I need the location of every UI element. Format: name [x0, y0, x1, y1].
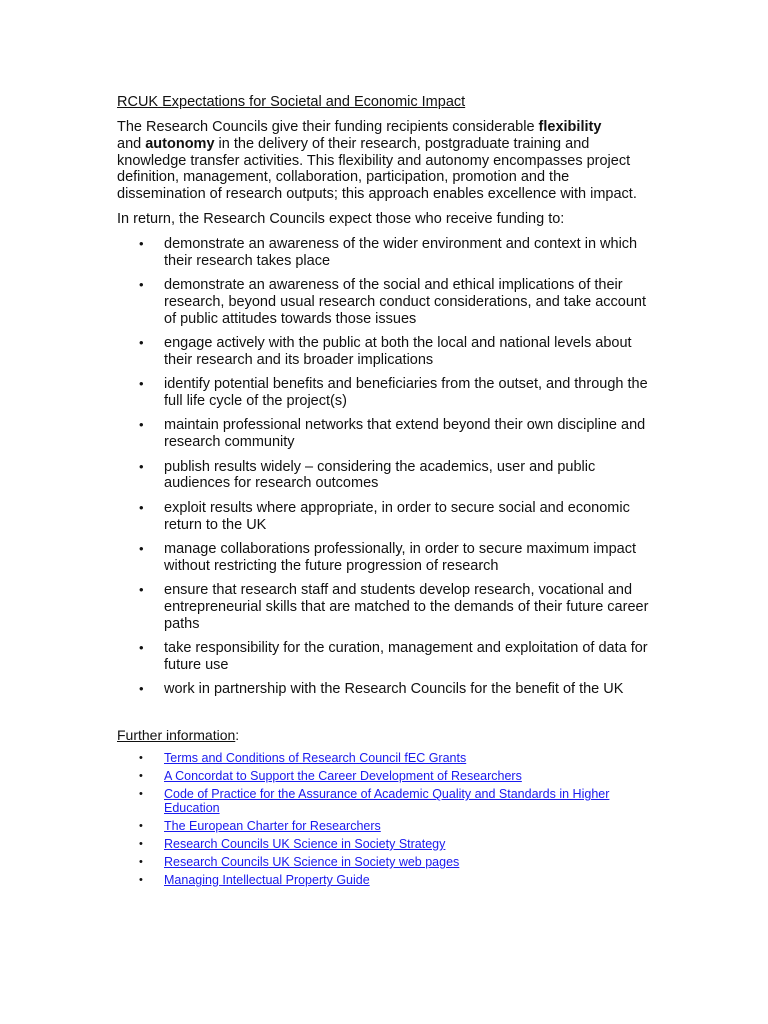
expectation-item: [117, 417, 657, 451]
bullet-icon: •: [139, 499, 144, 515]
further-info-link[interactable]: Code of Practice for the Assurance of Academic Quality and Standards in Higher Education: [164, 787, 610, 815]
expectation-item: [117, 459, 657, 493]
expectation-text: engage actively with the public at both the local and national levels about their research and its broader implications: [164, 334, 632, 368]
intro-text-2: and: [117, 135, 146, 152]
bullet-icon: •: [139, 837, 143, 850]
bullet-icon: •: [139, 788, 143, 801]
expectation-text: publish results widely – considering the academics, user and public audiences for research outcomes: [164, 458, 596, 492]
bullet-icon: •: [139, 856, 143, 869]
further-information-label: [117, 727, 657, 744]
bullet-icon: •: [139, 458, 144, 474]
further-info-link[interactable]: Managing Intellectual Property Guide: [164, 873, 370, 888]
link-item: [117, 856, 657, 870]
expectation-item: [117, 500, 657, 534]
bullet-icon: •: [139, 874, 143, 887]
further-information-colon: :: [235, 727, 240, 744]
bullet-icon: •: [139, 640, 144, 656]
intro-text-1: The Research Councils give their funding recipients considerable: [117, 119, 539, 135]
expectation-item: [117, 376, 657, 410]
further-info-link[interactable]: The European Charter for Researchers: [164, 818, 381, 833]
bullet-icon: •: [139, 540, 144, 556]
bullet-icon: •: [139, 417, 144, 433]
expectation-text: ensure that research staff and students develop research, vocational and entrepreneurial skills that are matched to the demands of their future career paths: [164, 582, 649, 632]
expectation-item: [117, 681, 657, 698]
expectations-list: [117, 236, 657, 698]
expectation-text: demonstrate an awareness of the wider environment and context in which their research takes place: [164, 235, 638, 269]
intro-bold-flexibility: flexibility: [538, 119, 602, 135]
expectation-item: [117, 277, 657, 327]
expectation-text: identify potential benefits and beneficiaries from the outset, and through the full life cycle of the project(s): [164, 376, 648, 409]
bullet-icon: •: [139, 334, 144, 350]
expectation-item: [117, 236, 657, 270]
further-info-link[interactable]: Research Councils UK Science in Society web pages: [164, 855, 460, 870]
page-title: RCUK Expectations for Societal and Economic Impact: [117, 94, 466, 110]
link-item: [117, 770, 657, 784]
return-paragraph: In return, the Research Councils expect those who receive funding to:: [117, 210, 565, 227]
bullet-icon: •: [139, 276, 144, 292]
expectation-text: maintain professional networks that extend beyond their own discipline and research community: [164, 417, 646, 451]
link-item: [117, 820, 657, 834]
bullet-icon: •: [139, 819, 143, 832]
further-info-link[interactable]: Terms and Conditions of Research Council fEC Grants: [164, 751, 467, 766]
link-item: [117, 838, 657, 852]
expectation-text: manage collaborations professionally, in order to secure maximum impact without restricting the future progression of research: [164, 540, 637, 574]
link-item: [117, 752, 657, 766]
expectation-item: [117, 640, 657, 674]
expectation-item: [117, 582, 657, 632]
further-info-link[interactable]: Research Councils UK Science in Society Strategy: [164, 836, 446, 851]
bullet-icon: •: [139, 376, 144, 392]
expectation-text: take responsibility for the curation, management and exploitation of data for future use: [164, 640, 648, 673]
intro-bold-autonomy: autonomy: [145, 135, 215, 152]
link-item: [117, 788, 657, 815]
link-item: [117, 874, 657, 888]
bullet-icon: •: [139, 752, 143, 765]
expectation-item: [117, 335, 657, 369]
intro-text-3: in the delivery of their research, postgraduate training and knowledge transfer activities. This flexibility and autonomy encompasses project definition, management, collaboration, participation, promotion and the dissemination of research outputs; this approach enables excellence with impact.: [117, 135, 637, 203]
bullet-icon: •: [139, 681, 144, 697]
intro-paragraph: [117, 119, 657, 203]
expectation-item: [117, 541, 657, 575]
expectation-text: exploit results where appropriate, in order to secure social and economic return to the UK: [164, 499, 630, 533]
document-page: [117, 93, 657, 892]
bullet-icon: •: [139, 770, 143, 783]
expectation-text: work in partnership with the Research Councils for the benefit of the UK: [164, 681, 624, 698]
bullet-icon: •: [139, 235, 144, 251]
bullet-icon: •: [139, 582, 144, 598]
expectation-text: demonstrate an awareness of the social and ethical implications of their research, beyond usual research conduct considerations, and take account of public attitudes towards those issues: [164, 276, 647, 327]
further-information-links: [117, 752, 657, 888]
further-info-link[interactable]: A Concordat to Support the Career Development of Researchers: [164, 769, 522, 784]
further-information-text: Further information: [117, 727, 236, 744]
